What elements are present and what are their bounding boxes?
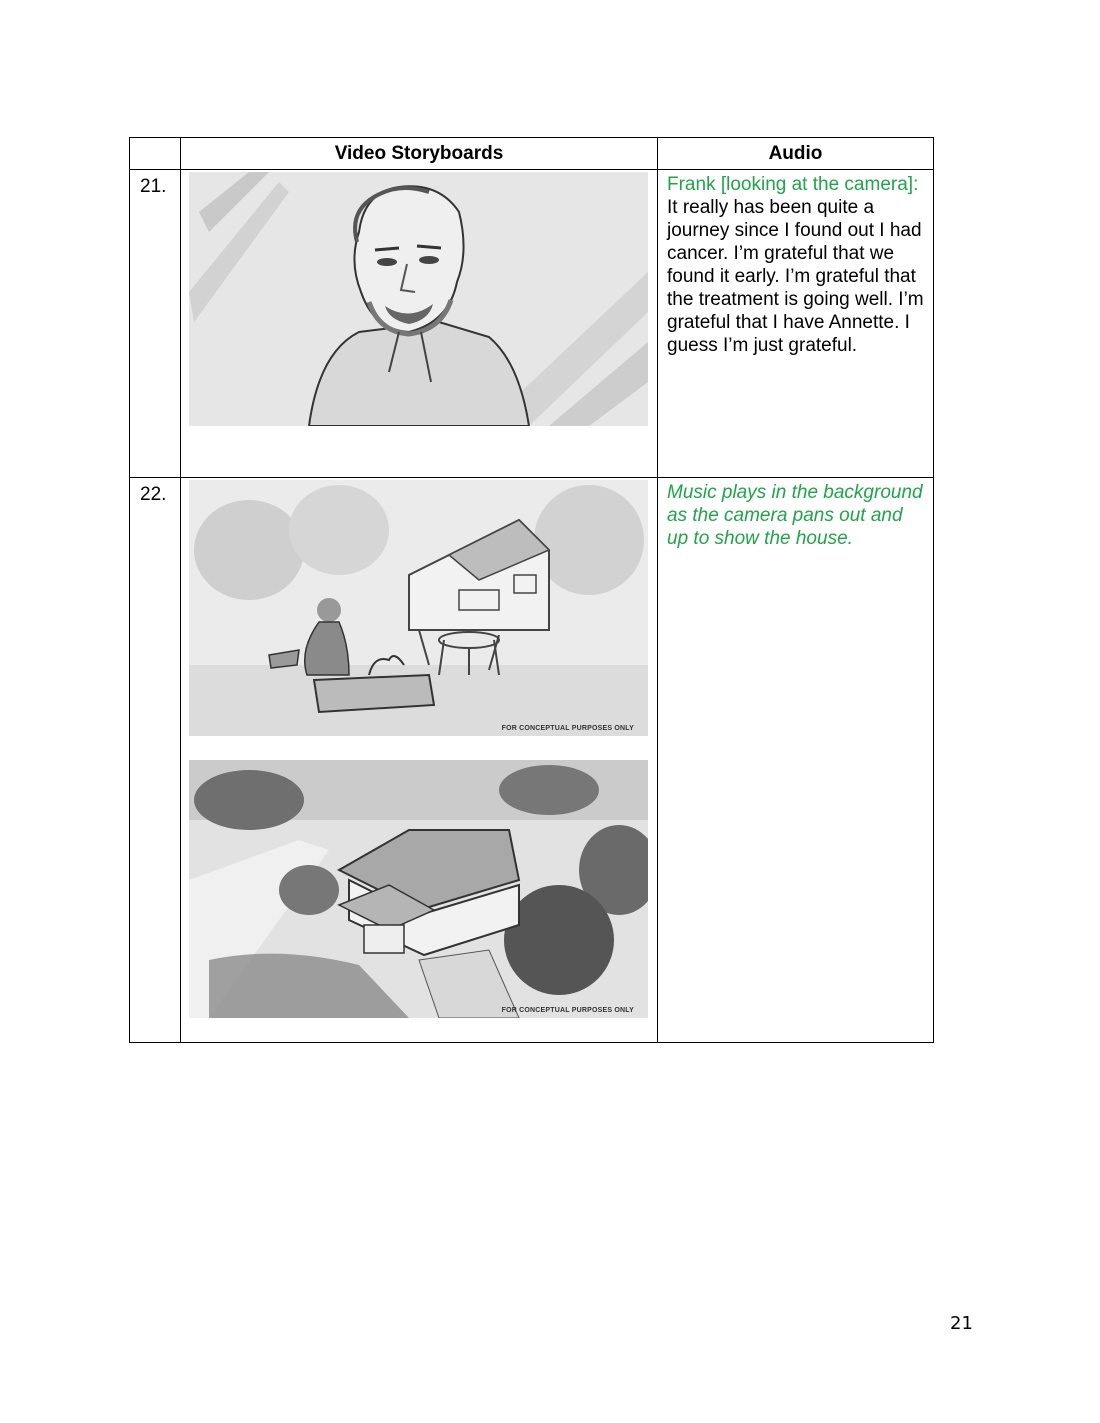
video-cell [181, 478, 658, 1043]
storyboard-table [129, 137, 934, 1043]
header-row [130, 138, 934, 170]
storyboard-frame-garden [189, 480, 648, 736]
table-row [130, 170, 934, 478]
conceptual-stamp: FOR CONCEPTUAL PURPOSES ONLY [501, 725, 634, 732]
speaker-cue: Frank [looking at the camera]: [667, 174, 919, 195]
video-cell [181, 170, 658, 478]
dialogue-text: It really has been quite a journey since I found out I had cancer. I’m grateful that we found it early. I’m grateful that the treatment is going well. I’m grateful that I have Annette. I guess I’m just grateful. [667, 197, 924, 356]
header-audio: Audio [658, 138, 934, 170]
audio-cell [658, 478, 934, 1043]
audio-cell [658, 170, 934, 478]
row-number: 22. [130, 478, 181, 1043]
table-row [130, 478, 934, 1043]
conceptual-stamp: FOR CONCEPTUAL PURPOSES ONLY [501, 1007, 634, 1014]
storyboard-frame-frank-closeup [189, 172, 648, 426]
storyboard-frame-aerial-house [189, 760, 648, 1018]
header-video: Video Storyboards [181, 138, 658, 170]
stage-direction: Music plays in the background as the camera pans out and up to show the house. [667, 482, 923, 549]
row-number: 21. [130, 170, 181, 478]
page-number: 21 [950, 1313, 973, 1334]
header-num [130, 138, 181, 170]
